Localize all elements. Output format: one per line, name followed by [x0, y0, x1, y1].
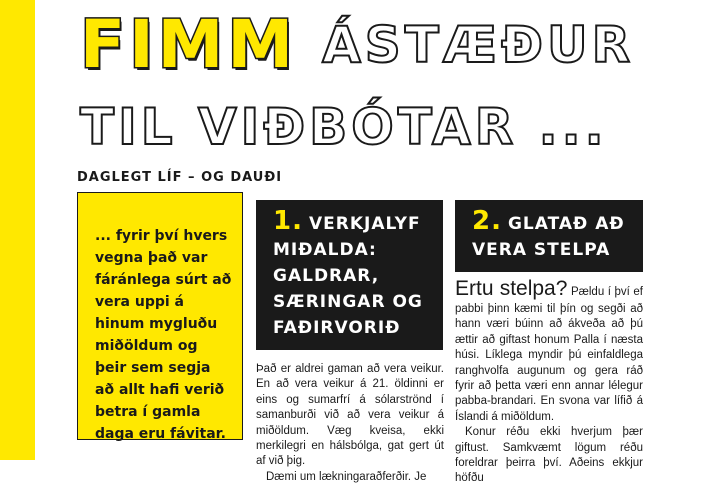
item-2-lead: Ertu stelpa?	[455, 277, 568, 300]
item-2-paragraph-first	[455, 276, 643, 425]
quote-text: ... fyrir því hvers vegna það var fáránlega súrt að vera uppi á hinum mygluðu miðöldum og þeir sem segja að allt hafi verið betra í gamla daga eru fávitar.	[95, 228, 232, 442]
item-2-heading: GLATAÐ AÐ VERA STELPA	[472, 214, 625, 260]
item-1-body	[256, 362, 444, 483]
section-label: DAGLEGT LÍF – OG DAUÐI	[77, 170, 283, 185]
item-2-heading-box	[455, 200, 643, 272]
page-title-line-1	[80, 8, 634, 84]
item-1-number: 1.	[273, 206, 303, 236]
item-2-body	[455, 276, 643, 485]
item-1-paragraph: Það er aldrei gaman að vera veikur. En að vera veikur á 21. öldinni er eins og sumarfrí á sólarströnd í samanburði við að vera veikur á miðöldum. Væg kveisa, ekki merkilegri en hálsbólga, gat gert út af við þig.	[256, 363, 444, 468]
item-1-heading: VERKJALYF MIÐALDA: GALDRAR, SÆRINGAR OG FAÐIRVORIÐ	[273, 214, 423, 338]
item-2-paragraph-text: Pældu í því ef pabbi þinn kæmi til þín og segði að hann væri búinn að ákveða að þú ættir að giftast honum Palla í næsta húsi. Líklega myndir þú einfaldlega ranghvolfa augunum og gera ráð fyrir að þetta væri enn annar lélegur pabba-brandari. En svona var lífið á Íslandi á miðöldum.	[455, 286, 643, 423]
item-1-paragraph: Dæmi um lækningaraðferðir. Je	[266, 470, 427, 483]
left-accent-bar	[0, 0, 35, 460]
item-2-paragraph: Konur réðu ekki hverjum þær giftust. Samkvæmt lögum réðu foreldrar þeirra því. Aðeins ekkjur höfðu	[455, 426, 643, 485]
item-2-number: 2.	[472, 206, 502, 236]
item-1-heading-box	[256, 200, 443, 350]
title-highlight-word: FIMM	[80, 6, 297, 83]
quote-box	[77, 192, 243, 440]
title-outline-word: ÁSTÆÐUR	[322, 16, 635, 74]
page-title-line-2: TIL VIÐBÓTAR ...	[80, 98, 608, 156]
